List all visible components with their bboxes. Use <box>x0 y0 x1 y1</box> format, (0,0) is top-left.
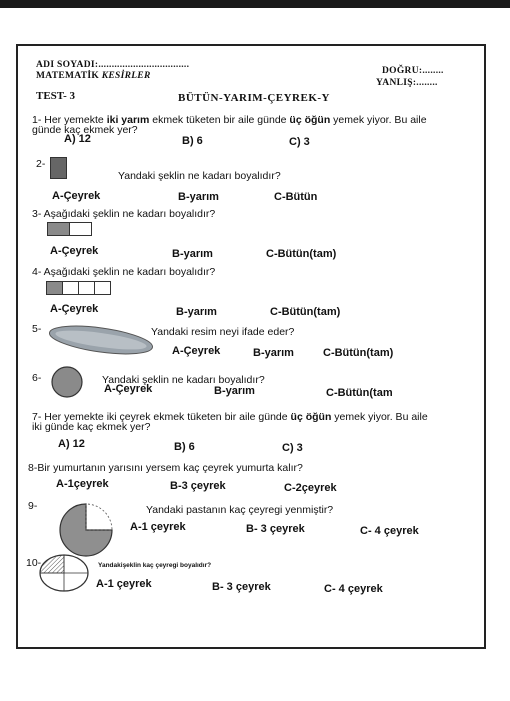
q8-option-b[interactable]: B-3 çeyrek <box>170 480 226 492</box>
q9-option-b[interactable]: B- 3 çeyrek <box>246 523 305 535</box>
q9-option-a[interactable]: A-1 çeyrek <box>130 521 186 533</box>
q3-empty-half <box>69 222 92 236</box>
q1-option-b[interactable]: B) 6 <box>182 135 203 147</box>
q3-shaded-half <box>47 222 70 236</box>
scan-top-edge <box>0 0 510 8</box>
q3-text: 3- Aşağıdaki şeklin ne kadarı boyalıdır? <box>32 208 216 220</box>
wrong-count: YANLIŞ:........ <box>376 78 438 88</box>
q2-option-c[interactable]: C-Bütün <box>274 191 318 203</box>
q2-option-a[interactable]: A-Çeyrek <box>52 190 101 202</box>
name-field: ADI SOYADI:.................................. <box>36 60 190 70</box>
q4-shaded-quarter <box>46 281 63 295</box>
correct-count: DOĞRU:........ <box>382 66 444 76</box>
q4-empty-quarter <box>78 281 95 295</box>
q8-text: 8-Bir yumurtanın yarısını yersem kaç çeyrek yumurta kalır? <box>28 462 303 474</box>
q5-bread-image <box>48 322 154 358</box>
q5-option-c[interactable]: C-Bütün(tam) <box>323 347 394 359</box>
q6-shaded-circle <box>50 365 84 399</box>
q4-empty-quarter <box>94 281 111 295</box>
q7-text-cont: iki günde kaç ekmek yer? <box>32 421 151 433</box>
q10-option-a[interactable]: A-1 çeyrek <box>96 578 152 590</box>
q1-text-cont: günde kaç ekmek yer? <box>32 124 138 136</box>
q2-text: Yandaki şeklin ne kadarı boyalıdır? <box>118 170 281 182</box>
q4-option-a[interactable]: A-Çeyrek <box>50 303 99 315</box>
q10-option-b[interactable]: B- 3 çeyrek <box>212 581 271 593</box>
q8-option-c[interactable]: C-2çeyrek <box>284 482 337 494</box>
q7-option-c[interactable]: C) 3 <box>282 442 303 454</box>
q1-option-a[interactable]: A) 12 <box>64 133 91 145</box>
q1-option-c[interactable]: C) 3 <box>289 136 310 148</box>
q10-text: Yandakişeklin kaç çeyregi boyalıdır? <box>98 562 212 569</box>
q4-text: 4- Aşağıdaki şeklin ne kadarı boyalıdır? <box>32 266 216 278</box>
q4-empty-quarter <box>62 281 79 295</box>
q8-option-a[interactable]: A-1çeyrek <box>56 478 109 490</box>
q1-text: 1- Her yemekte iki yarım ekmek tüketen bir aile günde üç öğün yemek yiyor. Bu aile <box>32 114 427 126</box>
q7-option-b[interactable]: B) 6 <box>174 441 195 453</box>
q4-option-c[interactable]: C-Bütün(tam) <box>270 306 341 318</box>
q6-number: 6- <box>32 372 42 384</box>
test-number: TEST- 3 <box>36 90 76 102</box>
q6-option-c[interactable]: C-Bütün(tam <box>326 387 393 399</box>
subject-line <box>36 71 151 81</box>
q3-option-c[interactable]: C-Bütün(tam) <box>266 248 337 260</box>
q6-text: Yandaki şeklin ne kadarı boyalıdır? <box>102 374 265 386</box>
q2-shaded-square <box>50 157 67 179</box>
q2-option-b[interactable]: B-yarım <box>178 191 219 203</box>
q5-option-b[interactable]: B-yarım <box>253 347 294 359</box>
q6-option-a[interactable]: A-Çeyrek <box>104 383 153 395</box>
q9-number: 9- <box>28 500 38 512</box>
q10-number: 10- <box>26 557 42 569</box>
q10-circle-image <box>38 553 90 593</box>
q7-text: 7- Her yemekte iki çeyrek ekmek tüketen bir aile günde üç öğün yemek yiyor. Bu aile <box>32 411 428 423</box>
q5-text: Yandaki resim neyi ifade eder? <box>151 326 295 338</box>
topic-label: KESİRLER <box>101 71 151 81</box>
q9-text: Yandaki pastanın kaç çeyregi yenmiştir? <box>146 504 334 516</box>
q10-option-c[interactable]: C- 4 çeyrek <box>324 583 383 595</box>
subject-label: MATEMATİK <box>36 71 102 81</box>
q7-option-a[interactable]: A) 12 <box>58 438 85 450</box>
q3-option-a[interactable]: A-Çeyrek <box>50 245 99 257</box>
q4-option-b[interactable]: B-yarım <box>176 306 217 318</box>
q5-number: 5- <box>32 323 42 335</box>
q9-option-c[interactable]: C- 4 çeyrek <box>360 525 419 537</box>
q5-option-a[interactable]: A-Çeyrek <box>172 345 221 357</box>
q6-option-b[interactable]: B-yarım <box>214 385 255 397</box>
q2-number: 2- <box>36 158 46 170</box>
page-title: BÜTÜN-YARIM-ÇEYREK-Y <box>178 92 330 104</box>
q3-option-b[interactable]: B-yarım <box>172 248 213 260</box>
